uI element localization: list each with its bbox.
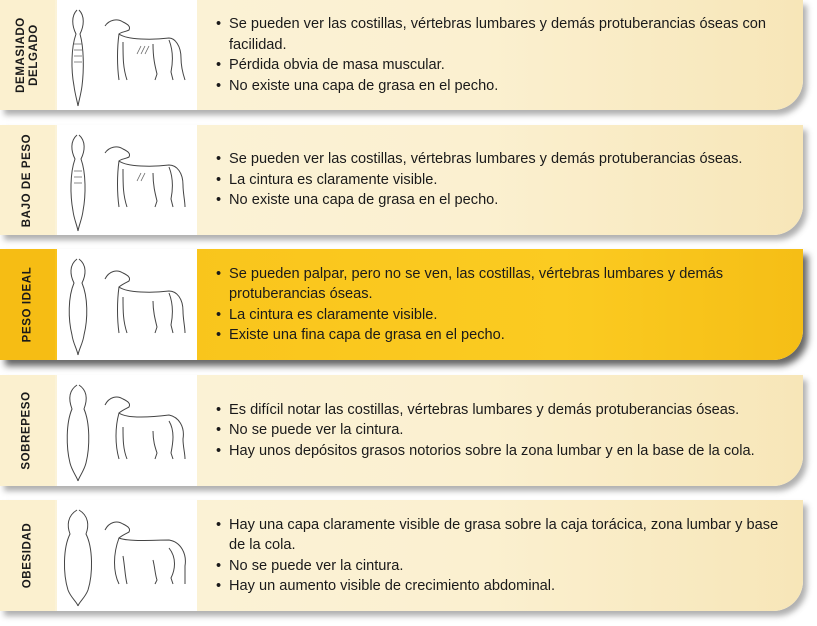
dog-side-view-icon — [105, 522, 185, 584]
dog-side-view-icon — [105, 271, 185, 333]
dog-illustration — [57, 500, 197, 611]
list-item: • Pérdida obvia de masa muscular. — [214, 55, 781, 76]
dog-illustration — [57, 249, 197, 360]
list-item: • Se pueden palpar, pero no se ven, las costillas, vértebras lumbares y demás protuberancias óseas. — [214, 264, 781, 305]
list-item: • Se pueden ver las costillas, vértebras lumbares y demás protuberancias óseas con facilidad. — [214, 14, 781, 55]
level-bullets — [214, 125, 781, 235]
dog-side-view-icon — [105, 397, 185, 459]
level-label: OBESIDAD — [21, 522, 34, 589]
list-item: • Hay una capa claramente visible de grasa sobre la caja torácica, zona lumbar y base de la cola. — [214, 515, 781, 556]
list-item: • No existe una capa de grasa en el pecho. — [214, 190, 781, 211]
list-item: • Existe una fina capa de grasa en el pecho. — [214, 325, 781, 346]
dog-illustration — [57, 125, 197, 235]
level-label: BAJO DE PESO — [21, 133, 34, 227]
list-item: • Hay unos depósitos grasos notorios sobre la zona lumbar y en la base de la cola. — [214, 441, 781, 462]
list-item: • No se puede ver la cintura. — [214, 556, 781, 577]
dog-top-view-icon — [64, 510, 91, 606]
list-item: • Es difícil notar las costillas, vértebras lumbares y demás protuberancias óseas. — [214, 400, 781, 421]
level-card-sobrepeso — [0, 375, 803, 486]
dog-side-view-icon — [105, 20, 185, 80]
level-label: SOBREPESO — [21, 391, 34, 470]
level-label: PESO IDEAL — [21, 266, 33, 343]
dog-top-view-icon — [72, 10, 83, 106]
level-bullets — [214, 0, 781, 110]
list-item: • Se pueden ver las costillas, vértebras lumbares y demás protuberancias óseas. — [214, 149, 781, 170]
list-item: • La cintura es claramente visible. — [214, 170, 781, 191]
level-label: DEMASIADO DELGADO — [14, 17, 40, 93]
list-item: • La cintura es claramente visible. — [214, 305, 781, 326]
dog-illustration — [57, 375, 197, 486]
dog-top-view-icon — [71, 135, 85, 231]
list-item: • Hay un aumento visible de crecimiento abdominal. — [214, 576, 781, 597]
dog-top-view-icon — [69, 259, 87, 355]
dog-top-view-icon — [67, 385, 89, 481]
level-card-demasiado-delgado — [0, 0, 803, 110]
dog-illustration — [57, 0, 197, 110]
level-card-bajo-de-peso — [0, 125, 803, 235]
dog-side-view-icon — [105, 147, 185, 207]
level-card-peso-ideal — [0, 249, 803, 360]
list-item: • No se puede ver la cintura. — [214, 420, 781, 441]
list-item: • No existe una capa de grasa en el pecho. — [214, 76, 781, 97]
level-bullets — [214, 375, 781, 486]
level-bullets — [214, 249, 781, 360]
level-card-obesidad — [0, 500, 803, 611]
level-bullets — [214, 500, 781, 611]
